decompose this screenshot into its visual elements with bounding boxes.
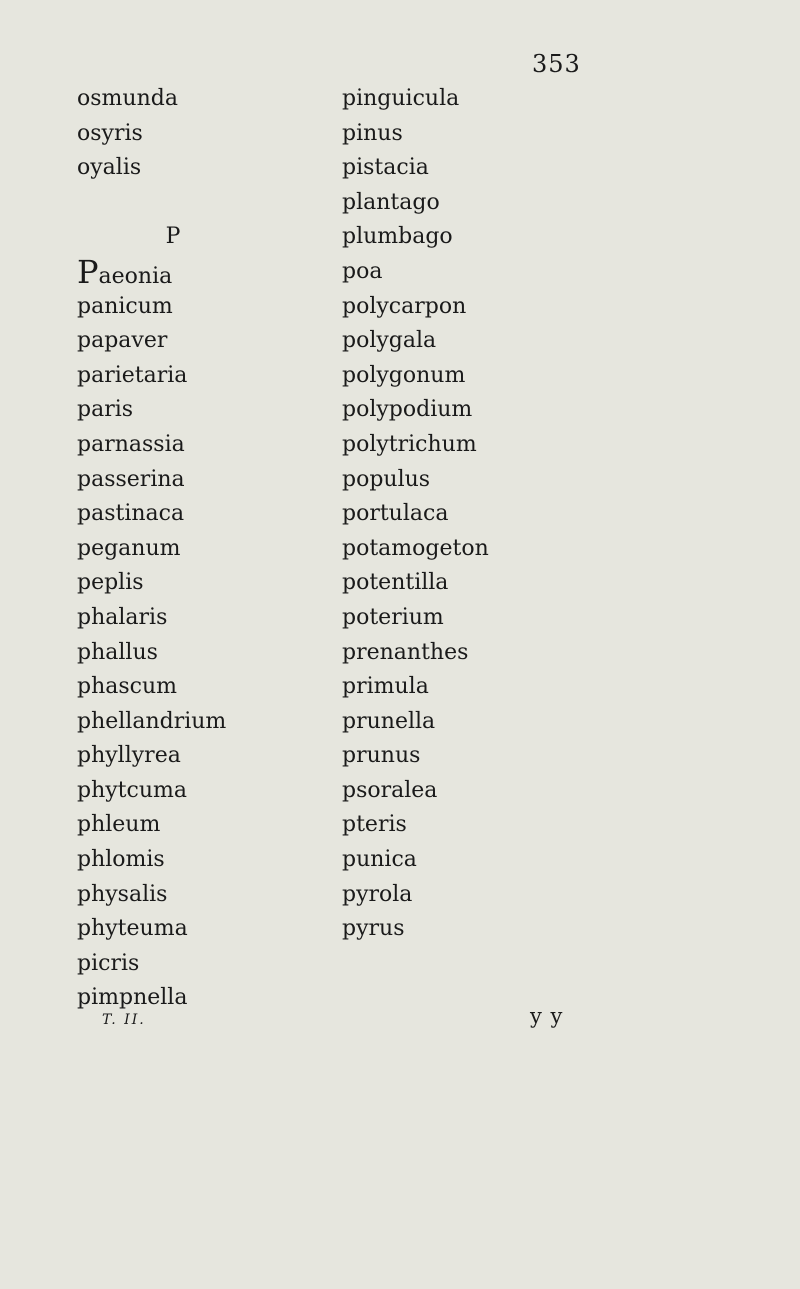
- index-entry: poa: [342, 258, 383, 284]
- index-entry: pyrola: [342, 881, 413, 907]
- index-entry: polygonum: [342, 362, 466, 388]
- index-entry: osyris: [77, 120, 143, 146]
- index-entry: plumbago: [342, 224, 453, 250]
- index-entry: phlomis: [77, 847, 165, 873]
- index-entry: polycarpon: [342, 293, 467, 319]
- index-entry: parnassia: [77, 431, 185, 457]
- index-entry: parietaria: [77, 362, 188, 388]
- page-number: 353: [532, 50, 581, 78]
- catchword: y y: [530, 1004, 564, 1028]
- index-entry: psoralea: [342, 777, 438, 803]
- index-entry: pistacia: [342, 155, 429, 181]
- index-entry: populus: [342, 466, 431, 492]
- index-entry: punica: [342, 847, 417, 873]
- index-entry: picris: [77, 950, 140, 976]
- index-entry: prunus: [342, 743, 421, 769]
- section-heading: P: [165, 224, 181, 250]
- index-entry: peplis: [77, 570, 144, 596]
- index-entry: oyalis: [77, 155, 142, 181]
- index-entry: phalaris: [77, 604, 168, 630]
- index-entry: panicum: [77, 293, 173, 319]
- left-column: [77, 82, 226, 1016]
- index-entry: passerina: [77, 466, 185, 492]
- index-entry: pastinaca: [77, 501, 185, 527]
- index-entry: papaver: [77, 328, 168, 354]
- index-entry: physalis: [77, 881, 168, 907]
- right-column: [342, 82, 489, 947]
- index-entry: prunella: [342, 708, 436, 734]
- index-entry: primula: [342, 674, 429, 700]
- index-entry: polytrichum: [342, 431, 477, 457]
- index-entry: phleum: [77, 812, 161, 838]
- index-entry: phellandrium: [77, 708, 227, 734]
- index-entry: phyllyrea: [77, 743, 181, 769]
- index-entry: polygala: [342, 328, 437, 354]
- index-entry: prenanthes: [342, 639, 469, 665]
- index-entry: phascum: [77, 674, 178, 700]
- index-entry-first: [77, 252, 226, 291]
- index-entry: pimpnella: [77, 985, 188, 1011]
- index-entry: poterium: [342, 604, 444, 630]
- index-entry: pteris: [342, 812, 407, 838]
- index-entry: pyrus: [342, 916, 405, 942]
- index-entry: phallus: [77, 639, 158, 665]
- index-entry: pinguicula: [342, 86, 460, 111]
- index-entry: paris: [77, 397, 134, 423]
- signature-mark: T. II.: [102, 1012, 146, 1028]
- index-entry: portulaca: [342, 501, 449, 527]
- index-entry: phyteuma: [77, 916, 188, 942]
- index-entry: peganum: [77, 535, 181, 561]
- index-entry: osmunda: [77, 86, 178, 111]
- index-entry: pinus: [342, 120, 403, 146]
- index-entry: phytcuma: [77, 777, 187, 803]
- entry-remainder: aeonia: [98, 263, 173, 289]
- initial-letter: P: [77, 252, 99, 291]
- index-entry: potamogeton: [342, 535, 489, 561]
- index-entry: polypodium: [342, 397, 473, 423]
- index-entry: plantago: [342, 189, 440, 215]
- index-entry: potentilla: [342, 570, 449, 596]
